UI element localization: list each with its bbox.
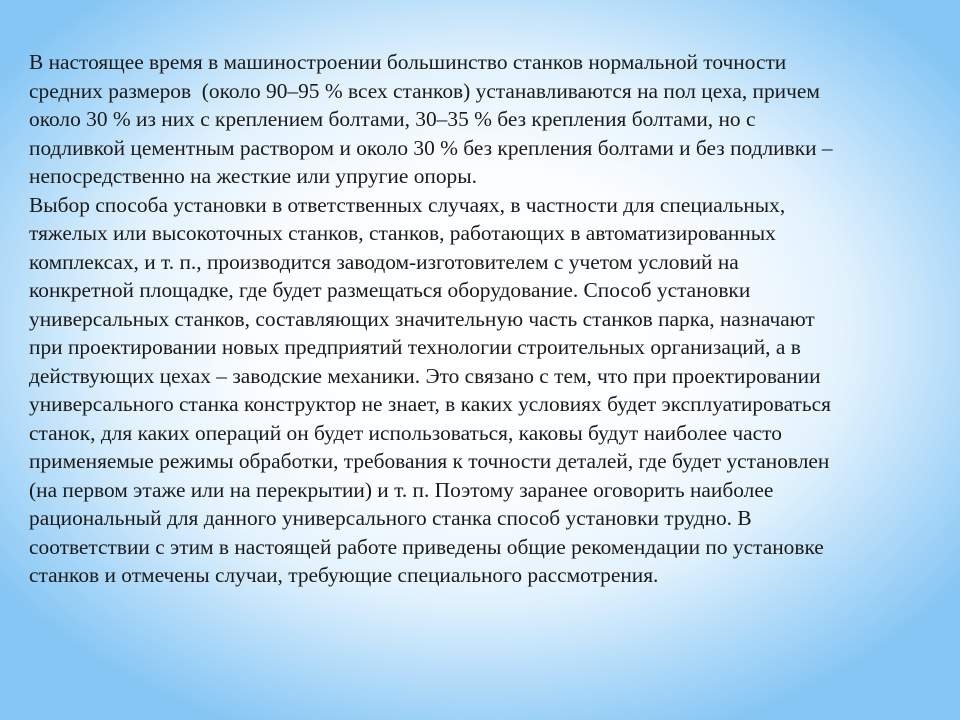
text-line: применяемые режимы обработки, требования к точности деталей, где будет установлен: [29, 449, 830, 473]
slide-body-text: [29, 48, 944, 590]
text-line: тяжелых или высокоточных станков, станков, работающих в автоматизированных: [29, 221, 776, 245]
text-line: соответствии с этим в настоящей работе приведены общие рекомендации по установке: [29, 534, 824, 559]
text-line: непосредственно на жесткие или упругие опоры.: [29, 164, 477, 188]
text-line: при проектировании новых предприятий технологии строительных организаций, а в: [29, 335, 801, 359]
text-line: средних размеров (около 90–95 % всех станков) устанавливаются на пол цеха, причем: [29, 78, 820, 103]
text-line: действующих цехах – заводские механики. Это связано с тем, что при проектировании: [29, 363, 821, 388]
text-line: станков и отмечены случаи, требующие специального рассмотрения.: [29, 563, 659, 587]
text-line: универсального станка конструктор не знает, в каких условиях будет эксплуатироваться: [29, 392, 831, 416]
text-line: В настоящее время в машиностроении большинство станков нормальной точности: [29, 50, 787, 74]
text-line: комплексах, и т. п., производится заводом-изготовителем с учетом условий на: [29, 249, 739, 274]
text-line: рациональный для данного универсального станка способ установки трудно. В: [29, 506, 752, 530]
text-line: станок, для каких операций он будет использоваться, каковы будут наиболее часто: [29, 420, 782, 445]
text-line: Выбор способа установки в ответственных случаях, в частности для специальных,: [29, 192, 786, 217]
text-line: конкретной площадке, где будет размещаться оборудование. Способ установки: [29, 278, 751, 302]
text-line: (на первом этаже или на перекрытии) и т. п. Поэтому заранее оговорить наиболее: [29, 477, 774, 502]
text-line: универсальных станков, составляющих значительную часть станков парка, назначают: [29, 306, 815, 331]
paragraph-current-installation: [29, 48, 944, 191]
text-line: подливкой цементным раствором и около 30 % без крепления болтами и без подливки –: [29, 135, 833, 160]
paragraph-installation-choice: [29, 191, 944, 590]
text-line: около 30 % из них с креплением болтами, 30–35 % без крепления болтами, но с: [29, 107, 756, 131]
